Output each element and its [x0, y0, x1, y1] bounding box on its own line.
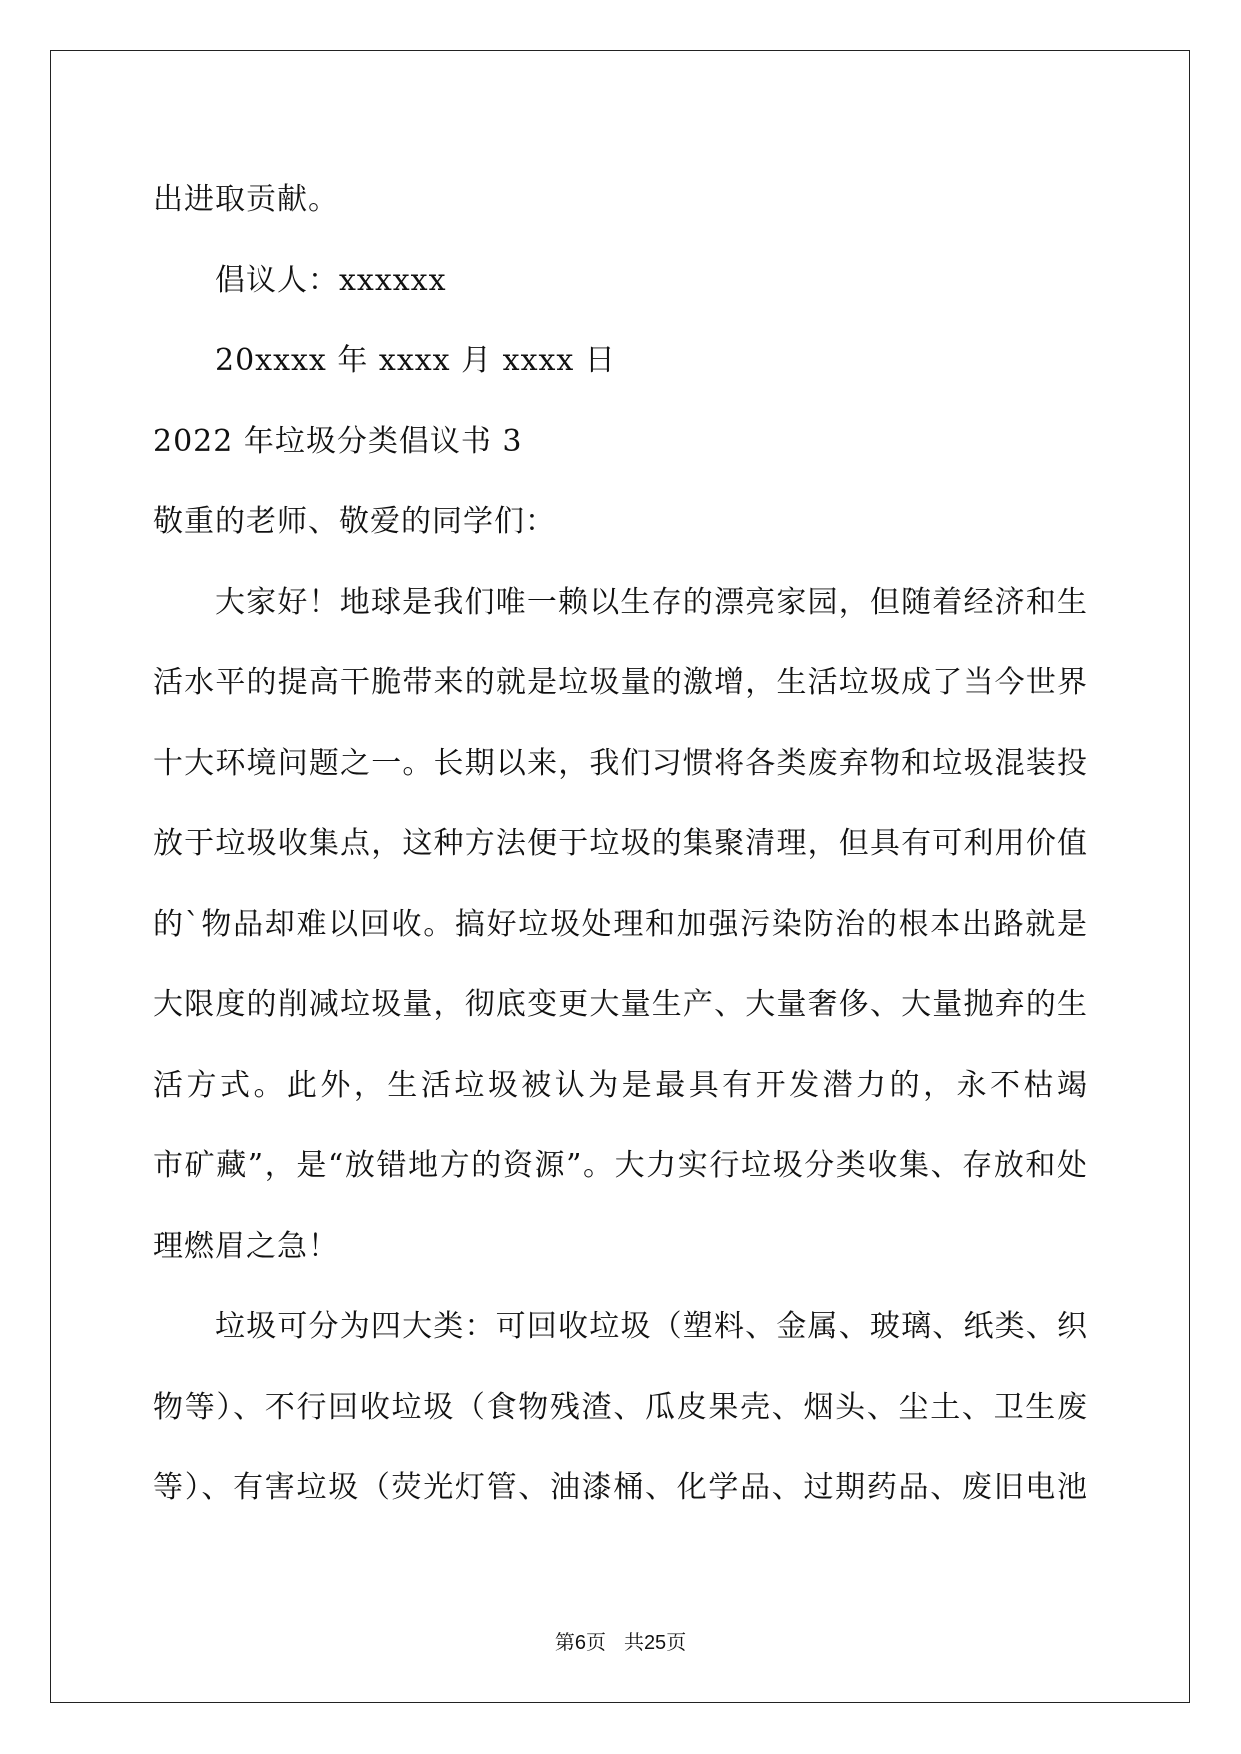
document-body [153, 160, 1088, 1529]
paragraph-line: 活方式。此外，生活垃圾被认为是最具有开发潜力的，永不枯竭 [153, 1067, 1088, 1103]
paragraph-line: 物等）、不行回收垃圾（食物残渣、瓜皮果壳、烟头、尘土、卫生废 [153, 1389, 1088, 1425]
paragraph-line: 出进取贡献。 [153, 182, 339, 217]
proposer-line: 倡议人：xxxxxx [215, 262, 447, 298]
paragraph-line: 十大环境问题之一。长期以来，我们习惯将各类废弃物和垃圾混装投 [153, 745, 1088, 781]
paragraph-line: 大家好！地球是我们唯一赖以生存的漂亮家园，但随着经济和生 [215, 584, 1088, 620]
paragraph-line: 市矿藏”，是“放错地方的资源”。大力实行垃圾分类收集、存放和处 [153, 1148, 1088, 1183]
paragraph-line: 理燃眉之急！ [153, 1228, 339, 1264]
paragraph-line: 放于垃圾收集点，这种方法便于垃圾的集聚清理，但具有可利用价值 [153, 826, 1088, 861]
date-line: 20xxxx 年 xxxx 月 xxxx 日 [215, 343, 616, 378]
page-suffix: 页 [585, 1630, 606, 1654]
paragraph-line: 等）、有害垃圾（荧光灯管、油漆桶、化学品、过期药品、废旧电池 [153, 1470, 1088, 1505]
paragraph-line: 大限度的削减垃圾量，彻底变更大量生产、大量奢侈、大量抛弃的生 [153, 987, 1088, 1022]
page-prefix: 第 [554, 1630, 575, 1654]
page-footer [0, 1626, 1241, 1655]
page-number: 6 [574, 1632, 586, 1654]
salutation: 敬重的老师、敬爱的同学们： [153, 504, 556, 539]
total-pages: 25 [643, 1632, 667, 1654]
total-suffix: 页 [666, 1630, 687, 1654]
paragraph-line: 的`物品却难以回收。搞好垃圾处理和加强污染防治的根本出路就是 [153, 906, 1088, 942]
section-title: 2022 年垃圾分类倡议书 3 [153, 423, 523, 459]
paragraph-line: 垃圾可分为四大类：可回收垃圾（塑料、金属、玻璃、纸类、织 [215, 1309, 1088, 1344]
paragraph-line: 活水平的提高干脆带来的就是垃圾量的激增，生活垃圾成了当今世界 [153, 665, 1088, 700]
total-prefix: 共 [623, 1630, 644, 1654]
